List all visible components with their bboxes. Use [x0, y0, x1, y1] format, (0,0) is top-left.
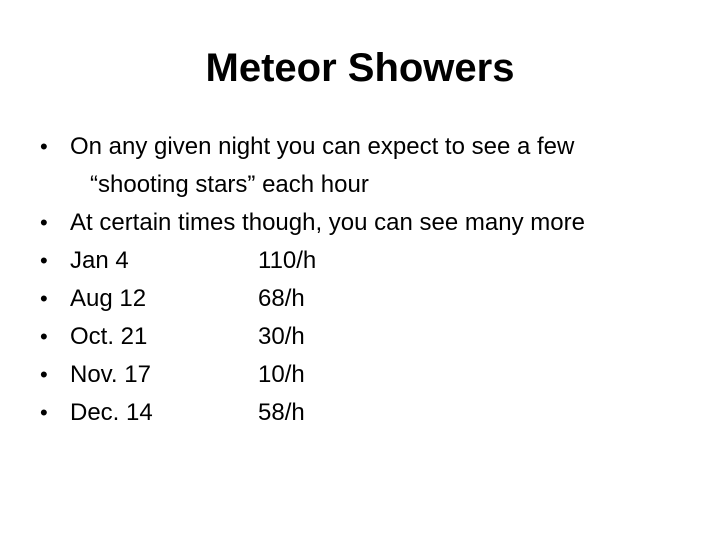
shower-row: [40, 318, 690, 356]
shower-rate: 30/h: [258, 323, 305, 350]
shower-date: Jan 4: [70, 247, 129, 274]
shower-rate: 68/h: [258, 285, 305, 312]
bullet-item-intro: [40, 128, 690, 204]
shower-rate: 110/h: [258, 247, 317, 274]
shower-date: Dec. 14: [70, 399, 153, 426]
bullet-line: On any given night you can expect to see a few: [70, 133, 575, 160]
shower-row: [40, 394, 690, 432]
shower-date: Aug 12: [70, 285, 147, 312]
shower-date: Oct. 21: [70, 323, 148, 350]
shower-row: [40, 242, 690, 280]
bullet-line: At certain times though, you can see many more: [70, 209, 585, 236]
shower-rate: 58/h: [258, 399, 305, 426]
bullet-item-certain-times: [40, 204, 690, 242]
slide-title: Meteor Showers: [205, 46, 515, 90]
shower-date: Nov. 17: [70, 361, 151, 388]
bullet-line-continuation: “shooting stars” each hour: [90, 171, 369, 198]
shower-row: [40, 356, 690, 394]
shower-rate: 10/h: [258, 361, 305, 388]
shower-row: [40, 280, 690, 318]
bullet-list: [40, 128, 690, 432]
